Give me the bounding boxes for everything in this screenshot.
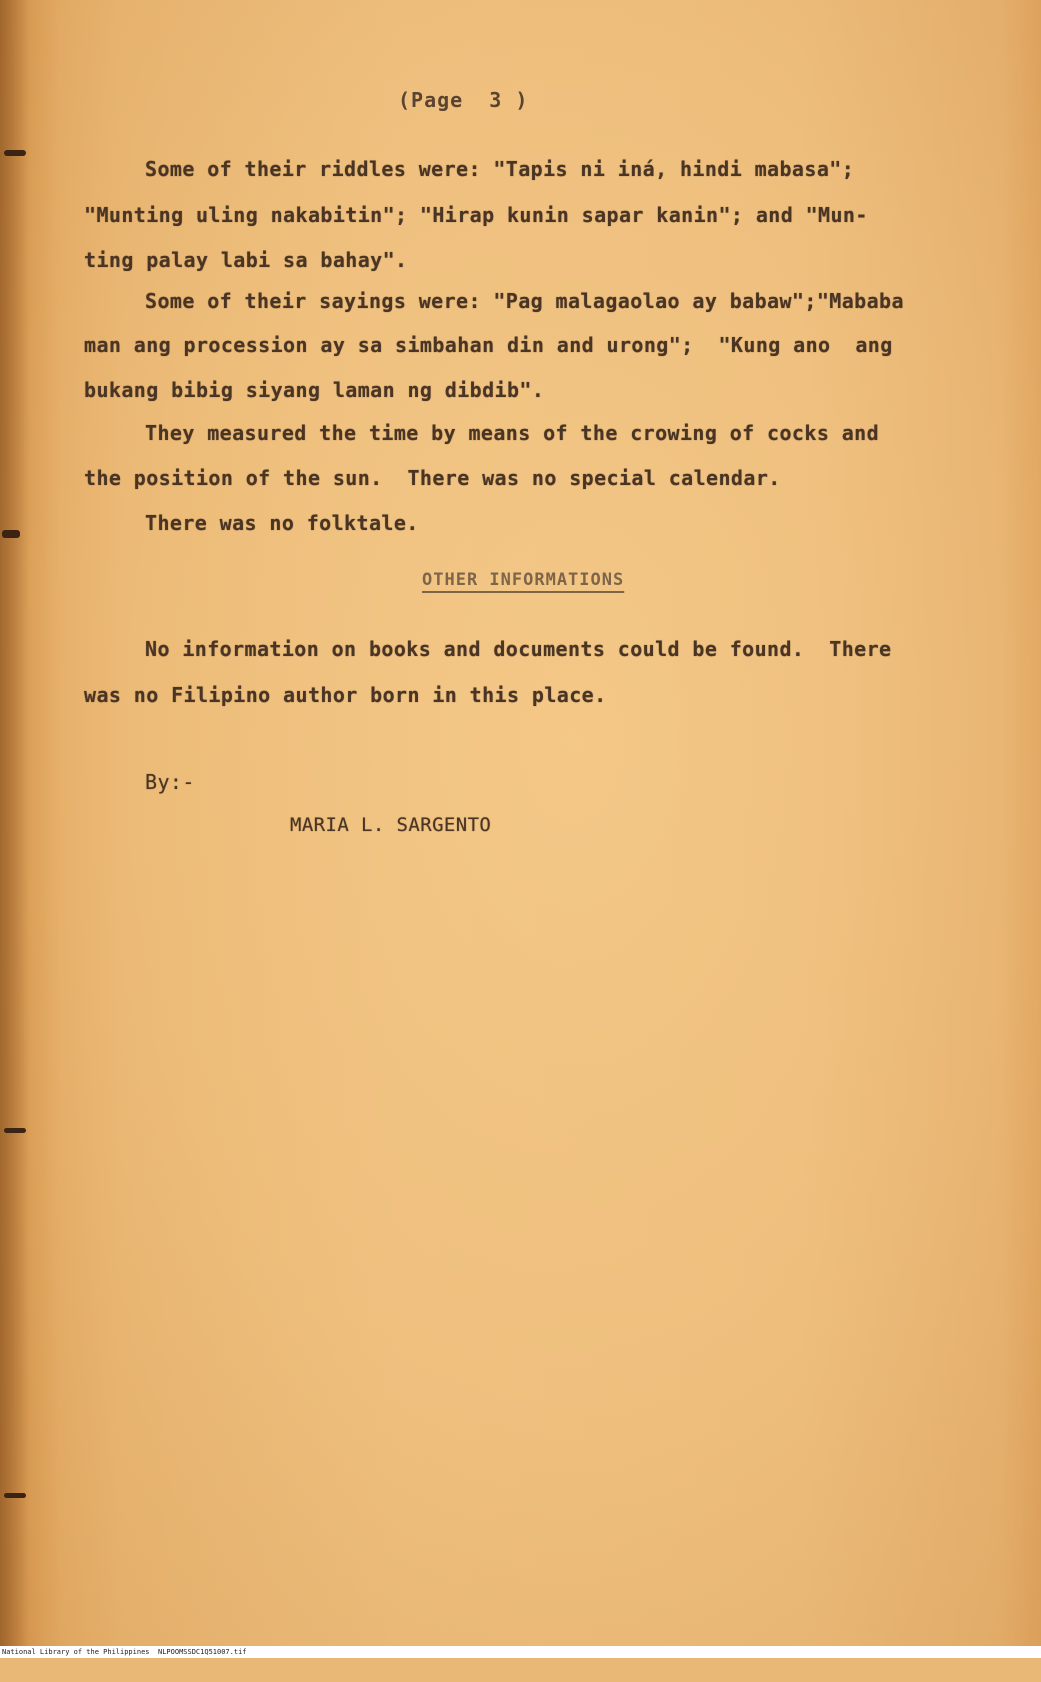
paragraph-line: "Munting uling nakabitin"; "Hirap kunin sapar kanin"; and "Mun- — [84, 203, 868, 227]
footer-library: National Library of the Philippines — [2, 1648, 150, 1656]
scan-footer — [0, 1646, 1041, 1658]
paragraph-line: Some of their riddles were: "Tapis ni iná, hindi mabasa"; — [145, 157, 855, 181]
paragraph-line: ting palay labi sa bahay". — [84, 248, 408, 272]
paragraph-line: man ang procession ay sa simbahan din and urong"; "Kung ano ang — [84, 333, 893, 357]
signature-name: MARIA L. SARGENTO — [290, 814, 492, 836]
paragraph-line: Some of their sayings were: "Pag malagaolao ay babaw";"Mababa — [145, 289, 904, 313]
section-heading: OTHER INFORMATIONS — [422, 570, 625, 590]
binding-mark — [4, 1493, 26, 1498]
paragraph-line: There was no folktale. — [145, 511, 419, 535]
paragraph-line: was no Filipino author born in this place. — [84, 683, 607, 707]
paragraph-line: bukang bibig siyang laman ng dibdib". — [84, 378, 545, 402]
paragraph-line: the position of the sun. There was no special calendar. — [84, 466, 781, 490]
binding-shadow — [0, 0, 30, 1646]
paragraph-line: They measured the time by means of the crowing of cocks and — [145, 421, 880, 445]
bleed-through-text — [150, 860, 928, 882]
page-number: (Page 3 ) — [398, 88, 529, 112]
binding-mark — [2, 530, 20, 538]
binding-mark — [4, 150, 26, 156]
footer-filename: NLPOOMSSDC1Q51007.tif — [158, 1648, 247, 1656]
signature-by: By:- — [145, 770, 195, 794]
binding-mark — [4, 1128, 26, 1133]
paragraph-line: No information on books and documents could be found. There — [145, 637, 892, 661]
